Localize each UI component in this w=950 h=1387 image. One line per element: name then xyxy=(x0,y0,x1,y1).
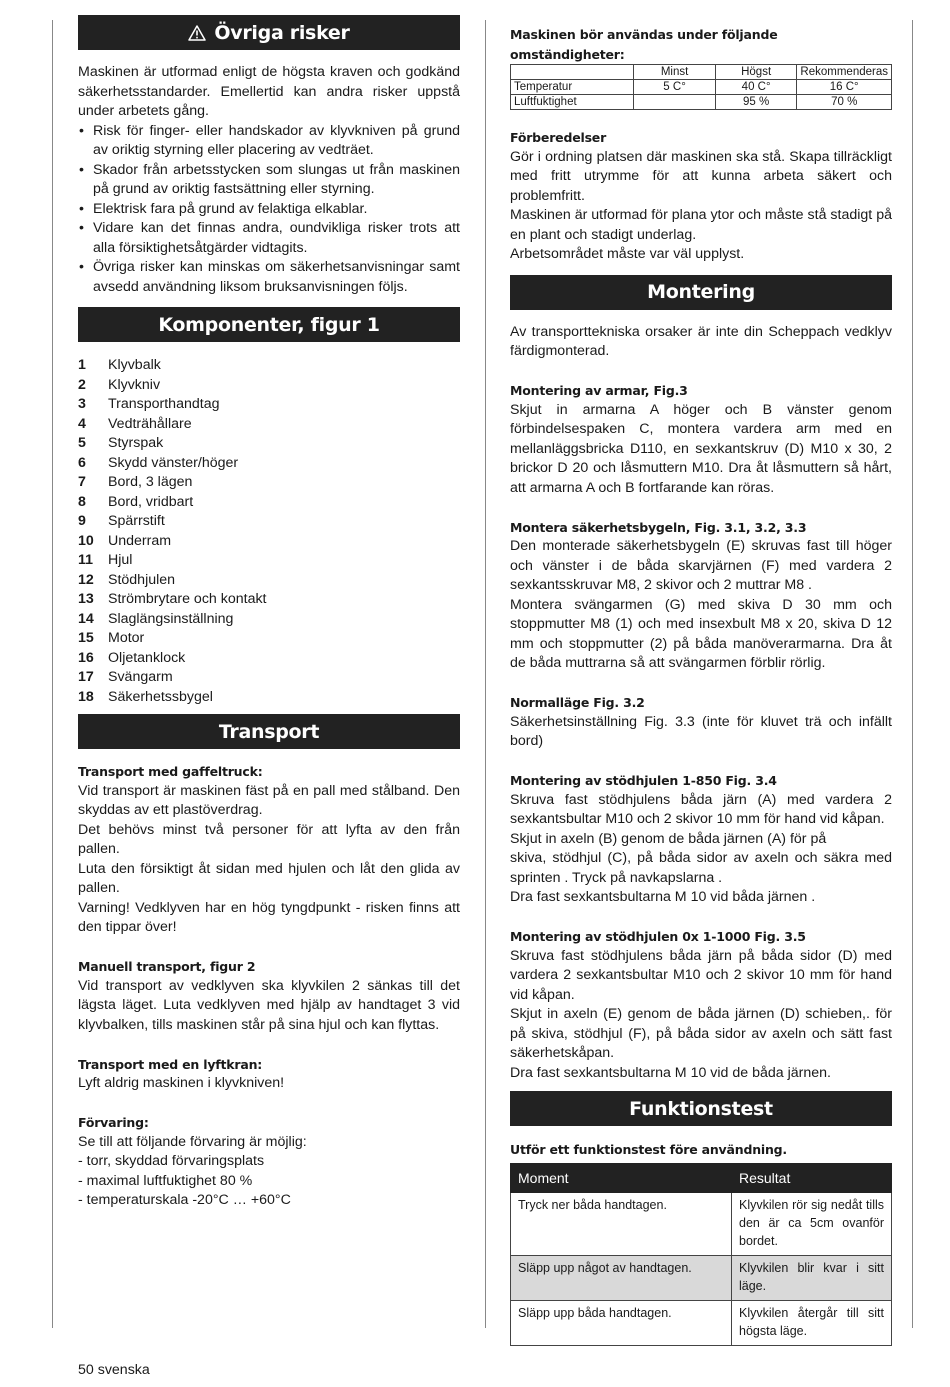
item-number: 12 xyxy=(78,571,94,588)
warning-triangle-icon xyxy=(188,25,206,41)
paragraph: - temperaturskala -20°C … +60°C xyxy=(78,1192,291,1208)
subheading: Förvaring: xyxy=(78,1115,149,1130)
table-header-cell: Rekommenderas xyxy=(797,65,892,80)
item-label: Skydd vänster/höger xyxy=(108,454,239,471)
subheading: Montering av stödhjulen 1-850 Fig. 3.4 xyxy=(510,773,777,788)
item-label: Hjul xyxy=(108,552,133,568)
item-label: Transporthandtag xyxy=(108,396,220,412)
section-bar-ovriga-risker xyxy=(78,15,460,50)
table-row xyxy=(511,1192,892,1255)
subheading: Förberedelser xyxy=(510,130,607,145)
page-footer: 50 svenska xyxy=(78,1362,150,1378)
table-cell: Temperatur xyxy=(511,80,634,95)
section-title: Funktionstest xyxy=(629,1097,773,1120)
table-header-row xyxy=(511,65,892,80)
paragraph: Skjut in armarna A höger och B vänster genom förbindelsespaken C, montera vardera arm med en mellanläggsbricka D110, en sexkantskruv (D) M10 x 30, 2 brickor D 20 och låsmuttern M10. Dra åt låsmuttern så hårt, att armarna A och B fortfarande kan röras. xyxy=(510,401,892,496)
table-cell: Klyvkilen blir kvar i sitt läge. xyxy=(732,1255,892,1300)
section-bar-funktionstest xyxy=(510,1091,892,1126)
item-number: 4 xyxy=(78,415,86,432)
subheading: Manuell transport, figur 2 xyxy=(78,959,256,974)
subheading: Transport med gaffeltruck: xyxy=(78,764,263,779)
item-number: 5 xyxy=(78,435,86,451)
component-list xyxy=(78,356,460,707)
subheading: Montering av armar, Fig.3 xyxy=(510,383,688,398)
paragraph: - maximal luftfuktighet 80 % xyxy=(78,1172,253,1189)
subheading: Normalläge Fig. 3.2 xyxy=(510,695,645,710)
montering-body xyxy=(510,323,892,1084)
item-label: Underram xyxy=(108,532,172,549)
list-item xyxy=(78,610,460,630)
table-cell xyxy=(511,65,634,80)
list-item xyxy=(78,649,460,669)
paragraph: Vid transport är maskinen fäst på en pall med stålband. Den skyddas av ett plastöverdrag. xyxy=(78,782,460,818)
item-number: 15 xyxy=(78,630,94,646)
list-item xyxy=(78,688,460,708)
paragraph: skiva, stödhjul (C), på båda sidor av axeln och säkra med sprinten . Tryck på navkapslarna . xyxy=(510,850,892,886)
table-cell: Släpp upp båda handtagen. xyxy=(511,1300,732,1345)
item-number: 16 xyxy=(78,649,94,666)
item-label: Oljetanklock xyxy=(108,649,186,666)
paragraph: Arbetsområdet måste var väl upplyst. xyxy=(510,246,745,262)
paragraph: Det behövs minst två personer för att lyfta av den från pallen. xyxy=(78,821,460,857)
table-row xyxy=(511,95,892,110)
item-number: 9 xyxy=(78,513,86,529)
section-bar-transport xyxy=(78,714,460,749)
list-item: • Elektrisk fara på grund av felaktiga elkablar. xyxy=(78,200,460,220)
item-label: Strömbrytare och kontakt xyxy=(108,591,267,607)
list-item xyxy=(78,395,460,415)
section-title: Övriga risker xyxy=(214,21,350,44)
list-item xyxy=(78,356,460,376)
item-number: 6 xyxy=(78,454,86,471)
transport-body xyxy=(78,762,460,1211)
function-test-table xyxy=(510,1163,892,1346)
list-item xyxy=(78,629,460,649)
paragraph: Lyft aldrig maskinen i klyvkniven! xyxy=(78,1075,285,1091)
table-cell: 16 C° xyxy=(797,80,892,95)
list-item xyxy=(78,551,460,571)
section-bar-komponenter xyxy=(78,307,460,342)
table-cell: Släpp upp något av handtagen. xyxy=(511,1255,732,1300)
item-label: Styrspak xyxy=(108,435,164,451)
item-label: Vedträhållare xyxy=(108,415,192,432)
list-item xyxy=(78,571,460,591)
item-label: Slaglängsinställning xyxy=(108,610,234,627)
paragraph: Varning! Vedklyven har en hög tyngdpunkt - risken finns att den tippar över! xyxy=(78,899,460,935)
table-header-row xyxy=(511,1163,892,1192)
section-title: Montering xyxy=(647,281,755,303)
table-cell: 70 % xyxy=(797,95,892,110)
item-number: 13 xyxy=(78,591,94,607)
list-item xyxy=(78,434,460,454)
subheading: Montering av stödhjulen 0x 1-1000 Fig. 3.5 xyxy=(510,929,806,944)
list-item xyxy=(78,668,460,688)
paragraph: Dra fast sexkantsbultarna M 10 vid båda järnen . xyxy=(510,889,816,905)
table-header-cell: Resultat xyxy=(732,1163,892,1192)
table-row xyxy=(511,1255,892,1300)
item-number: 14 xyxy=(78,610,94,627)
right-margin-rule xyxy=(912,20,913,1328)
table-cell: 40 C° xyxy=(715,80,797,95)
item-number: 1 xyxy=(78,357,86,373)
item-number: 7 xyxy=(78,474,86,490)
subheading: Montera säkerhetsbygeln, Fig. 3.1, 3.2, 3.3 xyxy=(510,519,807,535)
list-item: • Skador från arbetsstycken som slungas ut från maskinen på grund av oriktig fastsättning eller styrning. xyxy=(78,161,460,200)
item-label: Svängarm xyxy=(108,669,173,685)
item-number: 18 xyxy=(78,688,94,705)
paragraph: Se till att följande förvaring är möjlig: xyxy=(78,1133,307,1150)
paragraph: Maskinen är utformad för plana ytor och måste stå stadigt på en plant och stadigt underlag. xyxy=(510,207,892,243)
paragraph: Skjut in axeln (B) genom de båda järnen (A) för på xyxy=(510,830,827,847)
right-column xyxy=(510,25,892,1346)
paragraph: Skruva fast stödhjulens båda järn (A) med vardera 2 sexkantsbultar M10 och 2 skivor 10 mm för hand vid kåpan. xyxy=(510,791,892,827)
list-item: • Övriga risker kan minskas om säkerhetsanvisningar samt avsedd användning liksom bruksanvisningen följs. xyxy=(78,258,460,297)
list-item xyxy=(78,473,460,493)
column-divider xyxy=(485,20,486,1328)
paragraph: Av transporttekniska orsaker är inte din Scheppach vedklyv färdigmonterad. xyxy=(510,323,892,359)
table-cell xyxy=(634,95,716,110)
item-number: 10 xyxy=(78,532,94,549)
list-item xyxy=(78,454,460,474)
paragraph: Skruva fast stödhjulens båda järn på båda sidor (D) med vardera 2 sexkantsbultar M10 och 2 skivor 10 mm för hand vid kåpan. xyxy=(510,947,892,1003)
ovriga-risker-body xyxy=(78,63,460,297)
subheading: Utför ett funktionstest före användning. xyxy=(510,1142,787,1157)
paragraph: - torr, skyddad förvaringsplats xyxy=(78,1153,265,1169)
item-label: Motor xyxy=(108,630,145,646)
item-label: Bord, 3 lägen xyxy=(108,474,193,490)
table-cell: Klyvkilen rör sig nedåt tills den är ca 5cm ovanför bordet. xyxy=(732,1192,892,1255)
table-row xyxy=(511,80,892,95)
table-cell: Luftfuktighet xyxy=(511,95,634,110)
paragraph: Skjut in axeln (E) genom de båda järnen (D) schieben,. för på skiva, stödhjul (F), på båda sidor av axeln och sätt fast säkerhetskåpan. xyxy=(510,1006,892,1061)
table-cell: 5 C° xyxy=(634,80,716,95)
subheading: Maskinen bör användas under följande omständigheter: xyxy=(510,27,778,62)
item-number: 8 xyxy=(78,493,86,510)
section-title: Transport xyxy=(218,720,320,743)
paragraph: Gör i ordning platsen där maskinen ska stå. Skapa tillräckligt med fritt utrymme för att kunna arbeta säkert och problemfritt. xyxy=(510,148,892,204)
paragraph: Den monterade säkerhetsbygeln (E) skruvas fast till höger och vänster i de båda skarvjärnen (F) med vardera 2 sexkantsskruvar M8, 2 skivor och 2 muttrar M8 . xyxy=(510,538,892,593)
forberedelser-body xyxy=(510,128,892,265)
table-row xyxy=(511,1300,892,1345)
item-label: Klyvkniv xyxy=(108,376,161,393)
item-number: 3 xyxy=(78,396,86,412)
section-title: Komponenter, figur 1 xyxy=(158,313,380,336)
table-header-cell: Moment xyxy=(511,1163,732,1192)
item-number: 11 xyxy=(78,552,93,568)
list-item: • Vidare kan det finnas andra, oundvikliga risker trots att alla försiktighetsåtgärder vidtagits. xyxy=(78,219,460,258)
subheading: Transport med en lyftkran: xyxy=(78,1056,263,1072)
item-label: Klyvbalk xyxy=(108,357,161,373)
list-item xyxy=(78,512,460,532)
table-header-cell: Minst xyxy=(634,65,716,80)
list-item xyxy=(78,415,460,435)
conditions-table xyxy=(510,64,892,110)
list-item xyxy=(78,376,460,396)
item-number: 2 xyxy=(78,376,86,393)
list-item xyxy=(78,532,460,552)
item-number: 17 xyxy=(78,669,94,685)
table-cell: Tryck ner båda handtagen. xyxy=(511,1192,732,1255)
item-label: Spärrstift xyxy=(108,513,165,529)
table-header-cell: Högst xyxy=(715,65,797,80)
paragraph: Luta den försiktigt åt sidan med hjulen och låt den glida av pallen. xyxy=(78,860,460,896)
paragraph: Säkerhetsinställning Fig. 3.3 (inte för kluvet trä och infällt bord) xyxy=(510,713,892,749)
paragraph: Montera svängarmen (G) med skiva D 30 mm och stoppmutter M8 (1) och med insexbult M8 x 20, skiva D 12 mm och stoppmutter (2) på båda manöverarmarna. Dra åt de båda muttrarna så att svängarmen förblir rörlig. xyxy=(510,596,892,671)
left-margin-rule xyxy=(52,20,53,1328)
table-cell: Klyvkilen återgår till sitt högsta läge. xyxy=(732,1300,892,1345)
item-label: Säkerhetssbygel xyxy=(108,688,213,705)
section-bar-montering xyxy=(510,275,892,310)
bullet-list xyxy=(78,122,460,298)
paragraph: Maskinen är utformad enligt de högsta kraven och godkänd säkerhetsstandarder. Emellertid kan andra risker uppstå under arbetets gång. xyxy=(78,64,460,119)
item-label: Bord, vridbart xyxy=(108,493,194,510)
paragraph: Vid transport av vedklyven ska klyvkilen 2 sänkas till det lägsta läget. Luta vedklyven med hjälp av handtaget 3 vid klyvbalken, tills maskinen står på sina hjul och kan flyttas. xyxy=(78,977,460,1033)
left-column xyxy=(78,15,460,1211)
list-item: • Risk för finger- eller handskador av klyvkniven på grund av oriktig styrning eller placering av vedträet. xyxy=(78,122,460,161)
table-cell: 95 % xyxy=(715,95,797,110)
list-item xyxy=(78,590,460,610)
item-label: Stödhjulen xyxy=(108,571,176,588)
list-item xyxy=(78,493,460,513)
paragraph: Dra fast sexkantsbultarna M 10 vid de båda järnen. xyxy=(510,1064,831,1081)
